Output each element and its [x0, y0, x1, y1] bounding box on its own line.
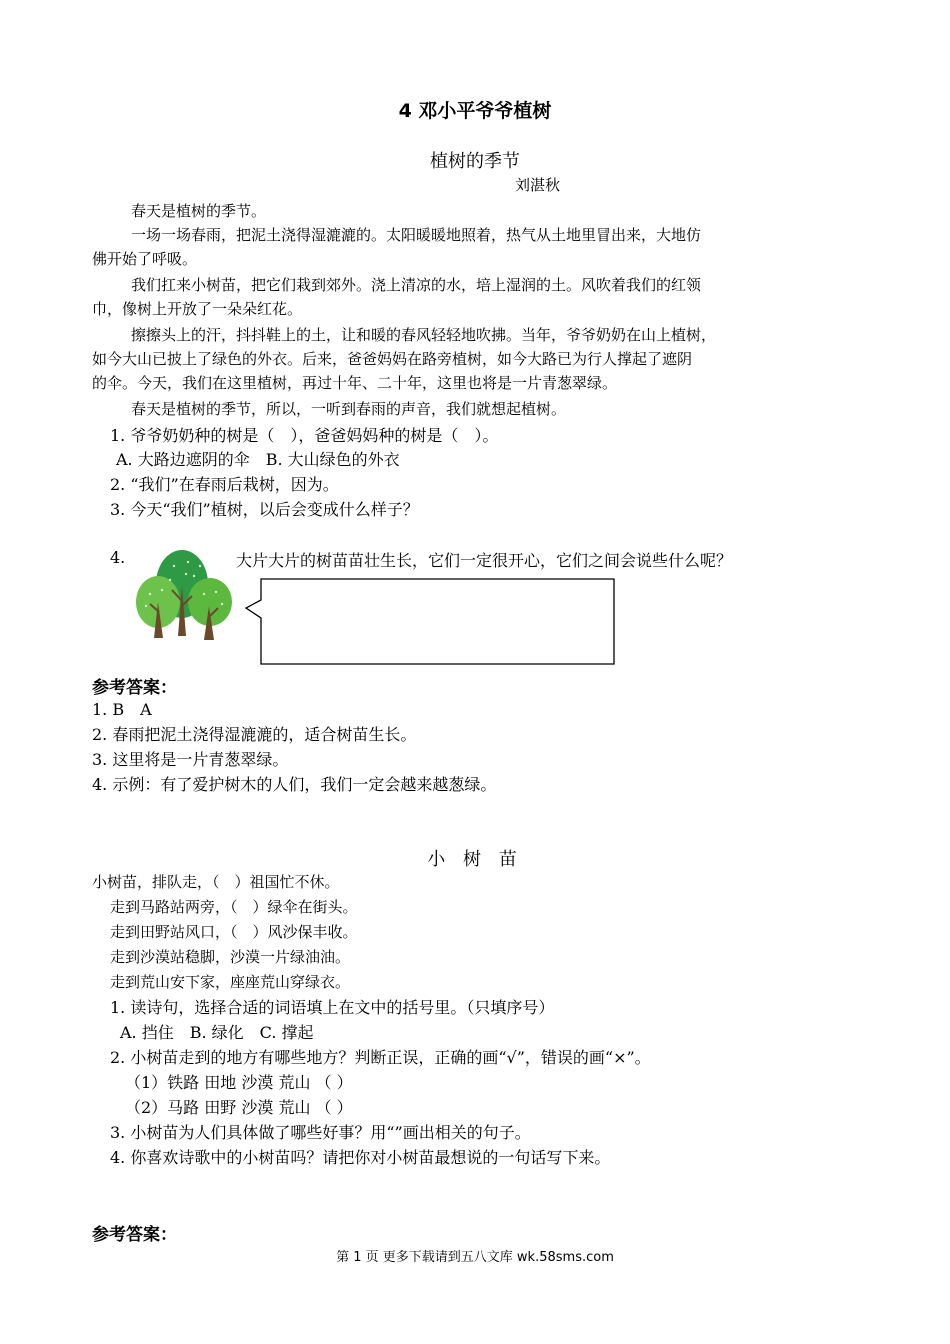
answer-line: 2. 春雨把泥土浇得湿漉漉的，适合树苗生长。 — [92, 725, 417, 744]
passage-line: 擦擦头上的汗，抖抖鞋上的土，让和暖的春风轻轻地吹拂。当年，爷爷奶奶在山上植树， — [131, 326, 717, 344]
passage-line: 春天是植树的季节。 — [131, 202, 267, 220]
passage-line: 我们扛来小树苗，把它们栽到郊外。浇上清凉的水，培上湿润的土。风吹着我们的红领 — [131, 276, 702, 294]
passage-line: 春天是植树的季节，所以，一听到春雨的声音，我们就想起植树。 — [131, 400, 567, 418]
answers-heading-2: 参考答案： — [92, 1225, 177, 1245]
poem-line: 走到马路站两旁，（ ）绿伞在街头。 — [110, 898, 358, 916]
poem-question-1-options: A. 挡住 B. 绿化 C. 撑起 — [120, 1023, 314, 1042]
question-4-number: 4. — [110, 548, 126, 567]
passage-line: 巾，像树上开放了一朵朵红花。 — [92, 300, 303, 318]
passage-line: 的伞。今天，我们在这里植树，再过十年、二十年，这里也将是一片青葱翠绿。 — [92, 374, 618, 392]
poem-question-2: 2. 小树苗走到的地方有哪些地方？判断正误，正确的画“√”，错误的画“×”。 — [110, 1048, 651, 1067]
poem-question-2-item: （1）铁路 田地 沙漠 荒山 （ ） — [125, 1073, 353, 1092]
passage-line: 如今大山已披上了绿色的外衣。后来，爸爸妈妈在路旁植树，如今大路已为行人撑起了遮阴 — [92, 350, 693, 368]
poem-title: 小 树 苗 — [427, 849, 523, 870]
poem-line: 小树苗，排队走，（ ）祖国忙不休。 — [92, 873, 340, 891]
question-3: 3. 今天“我们”植树，以后会变成什么样子？ — [110, 500, 419, 519]
tree-illustration — [130, 546, 240, 646]
answer-line: 1. B A — [92, 700, 152, 719]
author-name: 刘湛秋 — [515, 176, 561, 194]
speech-bubble — [244, 578, 616, 666]
page-footer: 第 1 页 更多下载请到五八文库 wk.58sms.com — [336, 1250, 614, 1265]
poem-question-1: 1. 读诗句，选择合适的词语填上在文中的括号里。（只填序号） — [110, 998, 555, 1017]
poem-line: 走到沙漠站稳脚，沙漠一片绿油油。 — [110, 948, 351, 966]
question-4: 大片大片的树苗苗壮生长，它们一定很开心，它们之间会说些什么呢？ — [236, 551, 733, 570]
passage-line: 佛开始了呼吸。 — [92, 250, 198, 268]
page-title: 4 邓小平爷爷植树 — [398, 100, 552, 122]
poem-line: 走到田野站风口，（ ）风沙保丰收。 — [110, 923, 358, 941]
question-1: 1. 爷爷奶奶种的树是（ ），爸爸妈妈种的树是（ ）。 — [110, 426, 499, 445]
answer-line: 4. 示例：有了爱护树木的人们，我们一定会越来越葱绿。 — [92, 775, 497, 794]
poem-question-4: 4. 你喜欢诗歌中的小树苗吗？请把你对小树苗最想说的一句话写下来。 — [110, 1148, 611, 1167]
answer-line: 3. 这里将是一片青葱翠绿。 — [92, 750, 289, 769]
question-1-options: A. 大路边遮阴的伞 B. 大山绿色的外衣 — [116, 450, 400, 469]
question-2: 2. “我们”在春雨后栽树，因为。 — [110, 475, 339, 494]
passage-title: 植树的季节 — [430, 151, 520, 172]
answers-heading: 参考答案： — [92, 678, 177, 698]
poem-question-2-item: （2）马路 田野 沙漠 荒山 （ ） — [125, 1098, 353, 1117]
poem-question-3: 3. 小树苗为人们具体做了哪些好事？用“”画出相关的句子。 — [110, 1123, 531, 1142]
passage-line: 一场一场春雨，把泥土浇得湿漉漉的。太阳暖暖地照着，热气从土地里冒出来，大地仿 — [131, 226, 702, 244]
poem-line: 走到荒山安下家，座座荒山穿绿衣。 — [110, 973, 351, 991]
